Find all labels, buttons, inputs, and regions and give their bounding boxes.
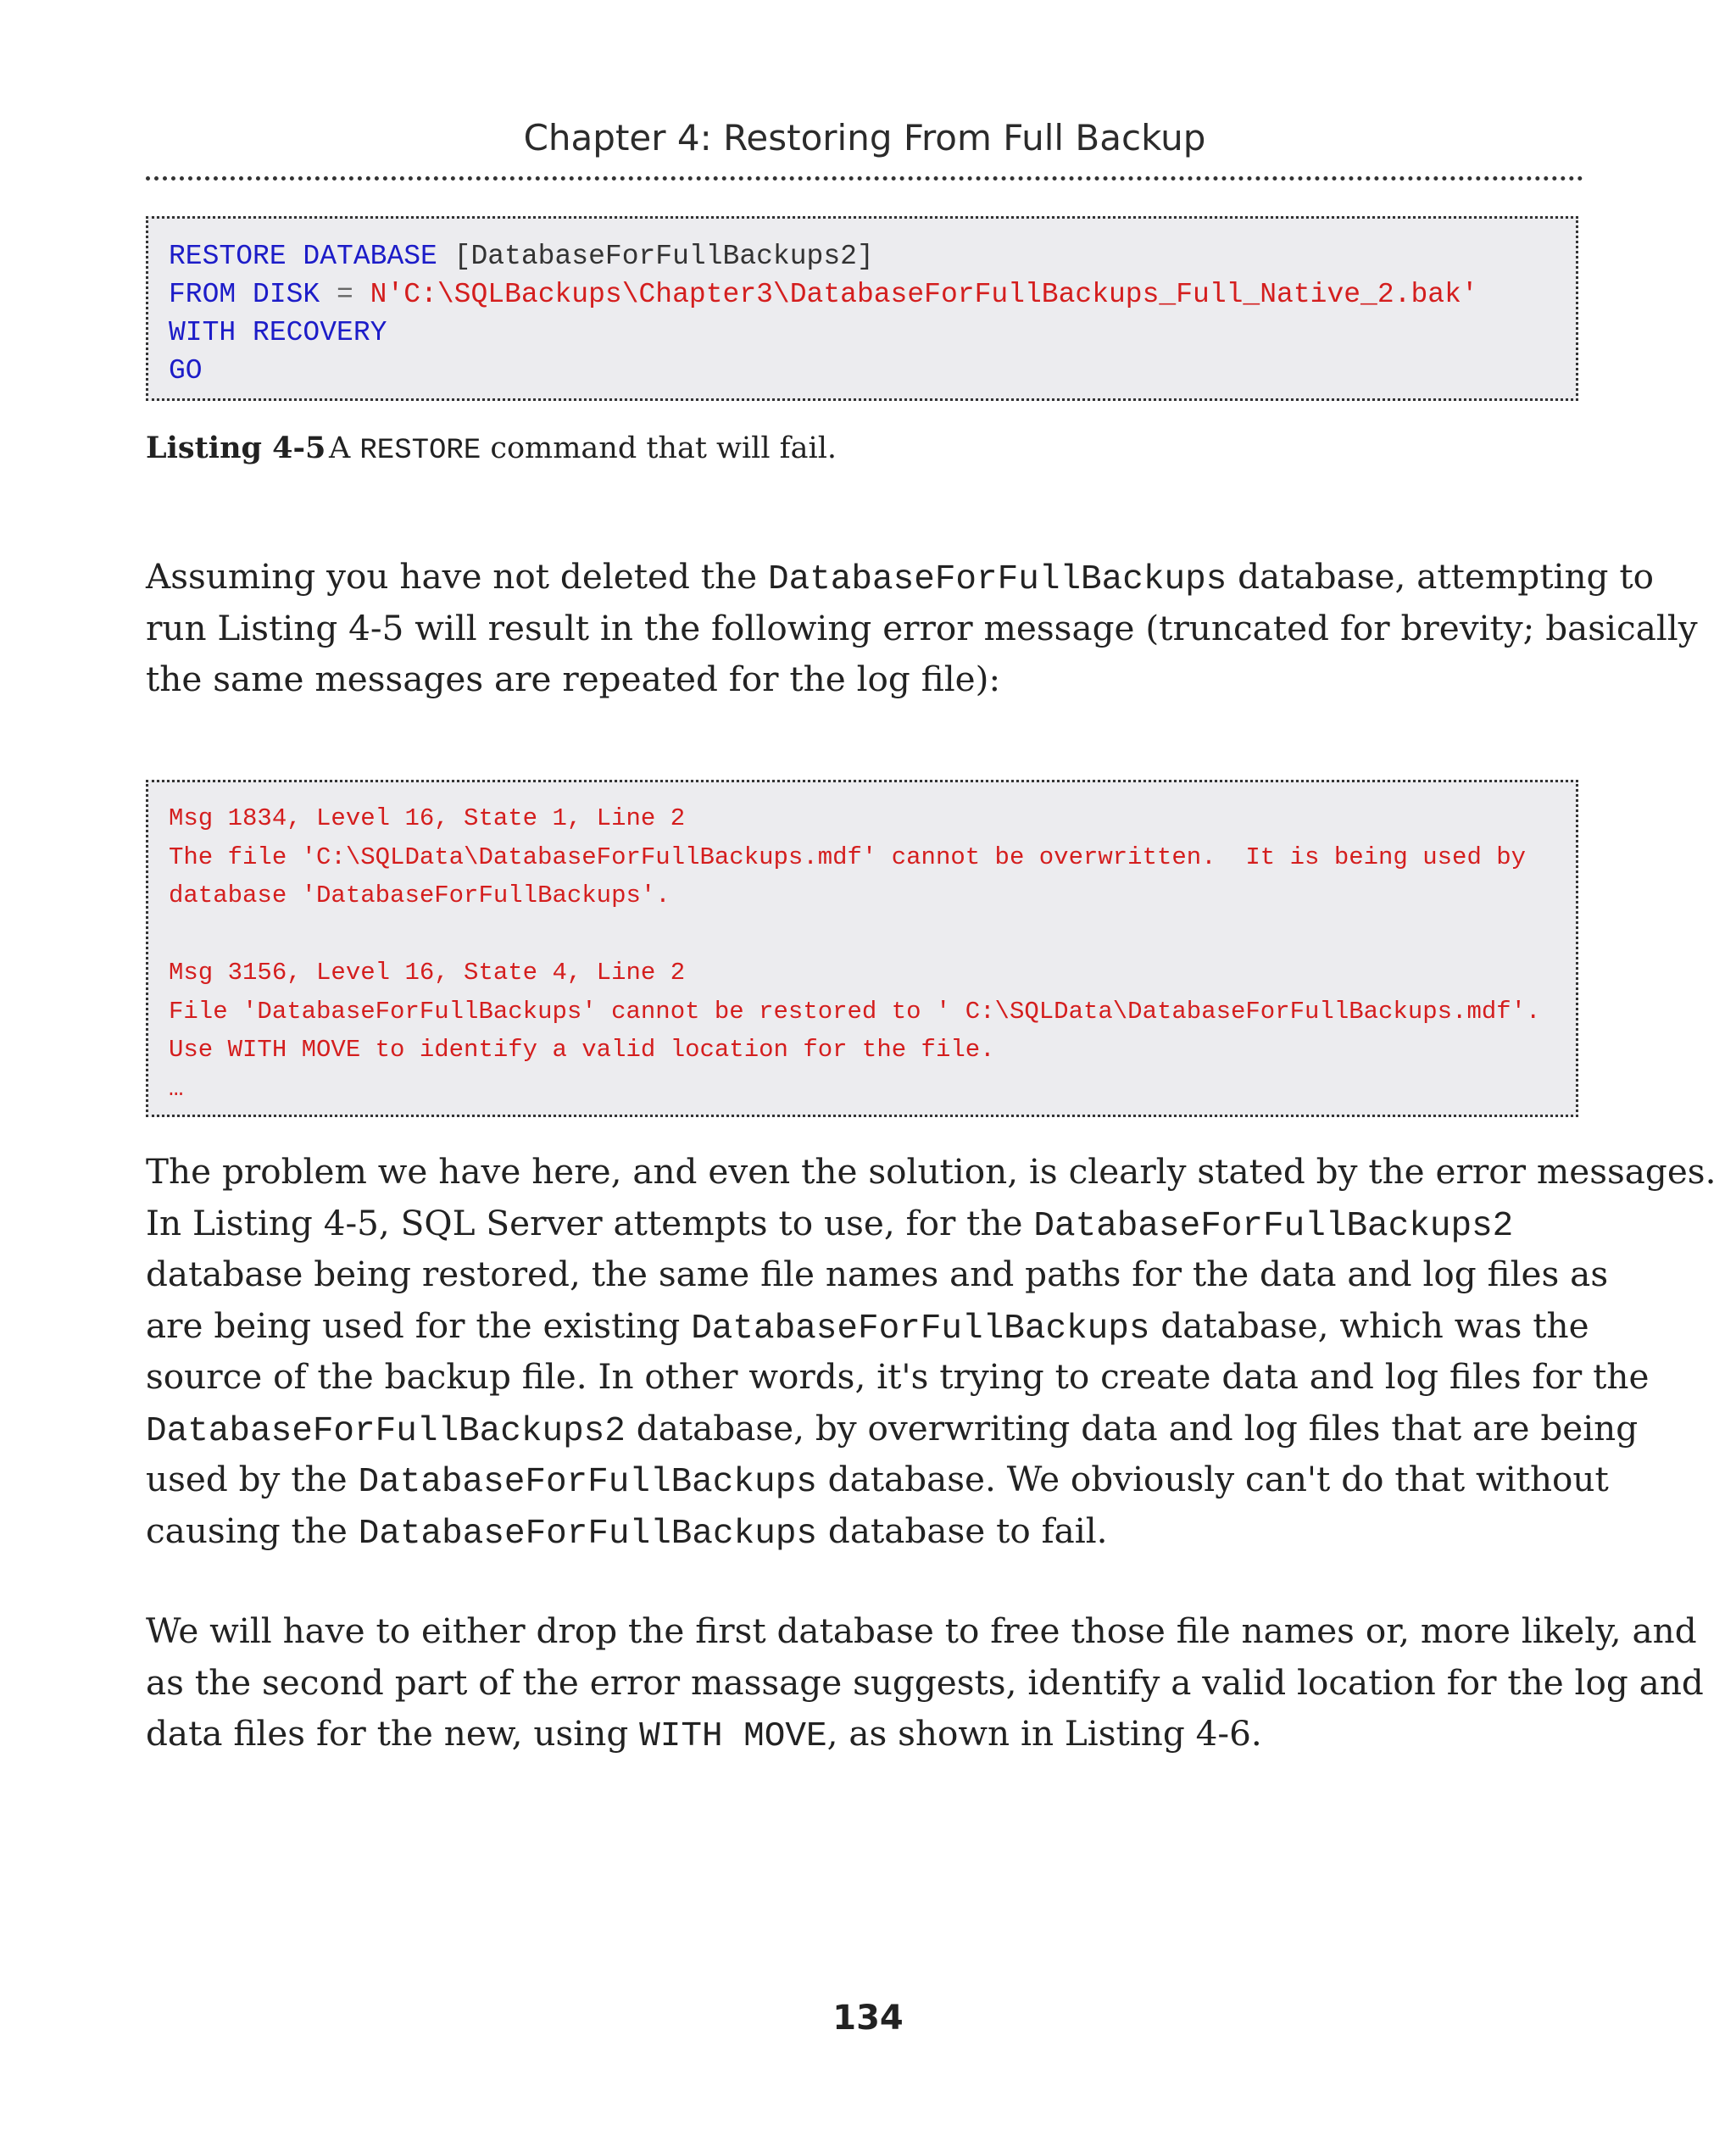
text-run: database, by overwriting data and log files that are being — [625, 1407, 1639, 1449]
header-rule — [146, 176, 1583, 181]
code-line-2 — [169, 275, 1576, 314]
text-line — [146, 1505, 1587, 1557]
text-line: database being restored, the same file names and paths for the data and log files as — [146, 1254, 1609, 1294]
paragraph-solution — [146, 1605, 1704, 1760]
text-line — [146, 1198, 1587, 1249]
text-run: Assuming you have not deleted the — [146, 556, 768, 597]
inline-code: DatabaseForFullBackups — [767, 560, 1227, 599]
text-line: We will have to either drop the first database to free those file names or, more likely, and — [146, 1610, 1697, 1651]
error-line: File 'DatabaseForFullBackups' cannot be restored to ' C:\SQLData\DatabaseForFullBackups.mdf'. — [169, 997, 1541, 1026]
text-line — [146, 1300, 1587, 1352]
text-run: database to fail. — [817, 1510, 1108, 1551]
error-line: database 'DatabaseForFullBackups'. — [169, 881, 670, 909]
sql-listing-4-5 — [146, 216, 1578, 401]
text-run: , as shown in Listing 4-6. — [826, 1713, 1262, 1754]
code-line-4 — [169, 352, 1576, 390]
paragraph-intro — [146, 551, 1698, 705]
listing-caption — [146, 431, 837, 467]
error-output-box — [146, 780, 1578, 1117]
text-line — [146, 1403, 1639, 1454]
code-operator: = — [320, 279, 370, 310]
text-line: run Listing 4-5 will result in the following error message (truncated for brevity; basically — [146, 607, 1698, 648]
caption-text-pre: A — [329, 431, 360, 465]
error-line: The file 'C:\SQLData\DatabaseForFullBackups.mdf' cannot be overwritten. It is being used by — [169, 842, 1527, 871]
inline-code: DatabaseForFullBackups2 — [146, 1411, 626, 1451]
error-line — [169, 915, 1576, 954]
inline-code: DatabaseForFullBackups2 — [1033, 1206, 1514, 1246]
code-line-3 — [169, 314, 1576, 352]
text-line — [146, 1454, 1609, 1505]
code-string: N'C:\SQLBackups\Chapter3\DatabaseForFullBackups_Full_Native_2.bak' — [370, 279, 1478, 310]
inline-code: DatabaseForFullBackups — [358, 1463, 817, 1502]
text-line — [146, 551, 1654, 603]
inline-code: WITH MOVE — [639, 1717, 827, 1756]
text-run: In Listing 4-5, SQL Server attempts to use, for the — [146, 1202, 1034, 1243]
running-header: Chapter 4: Restoring From Full Backup — [523, 117, 1206, 158]
caption-code: RESTORE — [359, 435, 481, 467]
error-line: Msg 3156, Level 16, State 4, Line 2 — [169, 959, 686, 987]
text-run: are being used for the existing — [146, 1304, 692, 1346]
text-run: causing the — [146, 1510, 359, 1551]
page-number: 134 — [832, 1999, 904, 2038]
text-run: used by the — [146, 1459, 359, 1499]
listing-label: Listing 4-5 — [146, 431, 326, 465]
code-identifier: [DatabaseForFullBackups2] — [437, 241, 874, 272]
text-run: database. We obviously can't do that without — [816, 1459, 1609, 1499]
inline-code: DatabaseForFullBackups — [691, 1309, 1150, 1349]
code-keyword: GO — [169, 355, 203, 386]
error-line: Msg 1834, Level 16, State 1, Line 2 — [169, 804, 686, 832]
text-line: source of the backup file. In other words, it's trying to create data and log files for the — [146, 1356, 1650, 1397]
error-line: Use WITH MOVE to identify a valid location for the file. — [169, 1036, 995, 1064]
code-keyword: WITH RECOVERY — [169, 317, 387, 348]
code-keyword: RESTORE DATABASE — [169, 241, 437, 272]
inline-code: DatabaseForFullBackups — [358, 1514, 818, 1554]
text-line: as the second part of the error massage suggests, identify a valid location for the log and — [146, 1661, 1704, 1703]
caption-text-post: command that will fail. — [481, 431, 837, 465]
text-line: The problem we have here, and even the solution, is clearly stated by the error messages. — [146, 1151, 1717, 1192]
text-line: the same messages are repeated for the log file): — [146, 659, 1001, 699]
paragraph-explanation — [146, 1146, 1717, 1556]
text-run: data files for the new, using — [146, 1713, 640, 1754]
text-run: database, which was the — [1149, 1304, 1589, 1346]
code-line-1 — [169, 237, 1576, 275]
text-line — [146, 1708, 1587, 1760]
error-line: … — [169, 1074, 184, 1103]
code-keyword: FROM DISK — [169, 279, 320, 310]
text-run: database, attempting to — [1227, 556, 1654, 597]
